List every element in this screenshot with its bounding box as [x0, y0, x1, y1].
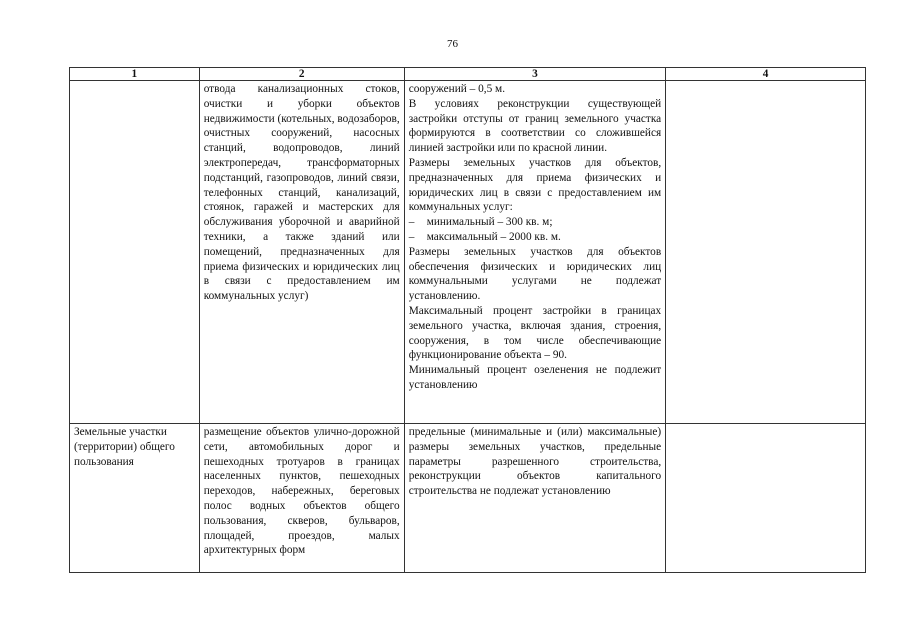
row1-param-p2: В условиях реконструкции существующей застройки отступы от границ земельного участка формируются в соответствии со сложившейся линией застройки или по красной линии. — [408, 97, 662, 155]
row2-description-cell — [199, 424, 404, 573]
row1-param-p4: Размеры земельных участков для объектов обеспечения физических и юридических лиц коммунальными услугами не подлежат установлению. — [408, 245, 662, 303]
row2-parameters-text: предельные (минимальные и (или) максимальные) размеры земельных участков, предельные параметры разрешенного строительства, реконструкции объектов капитального строительства не подлежат установлению — [408, 426, 662, 498]
row1-parameters-cell — [404, 81, 665, 424]
regulations-table — [69, 67, 866, 573]
max-size-text: максимальный – 2000 кв. м. — [426, 230, 561, 243]
row2-notes-cell — [666, 424, 866, 573]
column-header-3: 3 — [404, 68, 665, 81]
row2-parameters-cell — [404, 424, 665, 573]
column-header-2: 2 — [199, 68, 404, 81]
row2-use-type-text: Земельные участки (территории) общего пользования — [74, 426, 175, 468]
row1-param-p1: сооружений – 0,5 м. — [408, 83, 506, 95]
row1-param-p3: Размеры земельных участков для объектов, предназначенных для приема физических и юридических лиц в связи с предоставлением им коммунальных услуг: — [408, 156, 662, 214]
row1-param-p6: Минимальный процент озеленения не подлежит установлению — [408, 364, 662, 391]
list-item — [409, 230, 661, 245]
table-row — [70, 81, 866, 424]
dash-bullet: – — [408, 216, 415, 229]
row1-notes-cell — [666, 81, 866, 424]
column-header-4: 4 — [666, 68, 866, 81]
list-item — [409, 215, 661, 230]
page-number: 76 — [447, 38, 458, 50]
row1-param-p5: Максимальный процент застройки в границах земельного участка, включая здания, строения, сооружения, в том числе обеспечивающие функционирование объекта – 90. — [408, 304, 662, 362]
dash-bullet: – — [408, 230, 415, 243]
column-header-1: 1 — [70, 68, 200, 81]
table-header-row — [70, 68, 866, 81]
table-row — [70, 424, 866, 573]
row2-description-text: размещение объектов улично-дорожной сети, автомобильных дорог и пешеходных тротуаров в границах населенных пунктов, пешеходных переходов, набережных, береговых полос водных объектов общего пользования, скверов, бульваров, площадей, проездов, малых архитектурных форм — [203, 426, 400, 557]
min-size-text: минимальный – 300 кв. м; — [426, 216, 553, 229]
row1-description-text: отвода канализационных стоков, очистки и уборки объектов недвижимости (котельных, водозаборов, очистных сооружений, насосных станций, водопроводов, линий электропередач, трансформаторных подстанций, газопроводов, линий связи, телефонных станций, канализаций, стоянок, гаражей и мастерских для обслуживания уборочной и аварийной техники, а также зданий или помещений, предназначенных для приема физических и юридических лиц в связи с предоставлением им коммунальных услуг) — [203, 83, 400, 303]
row1-description-cell — [199, 81, 404, 424]
row2-use-type-cell — [70, 424, 200, 573]
row1-use-type-cell — [70, 81, 200, 424]
